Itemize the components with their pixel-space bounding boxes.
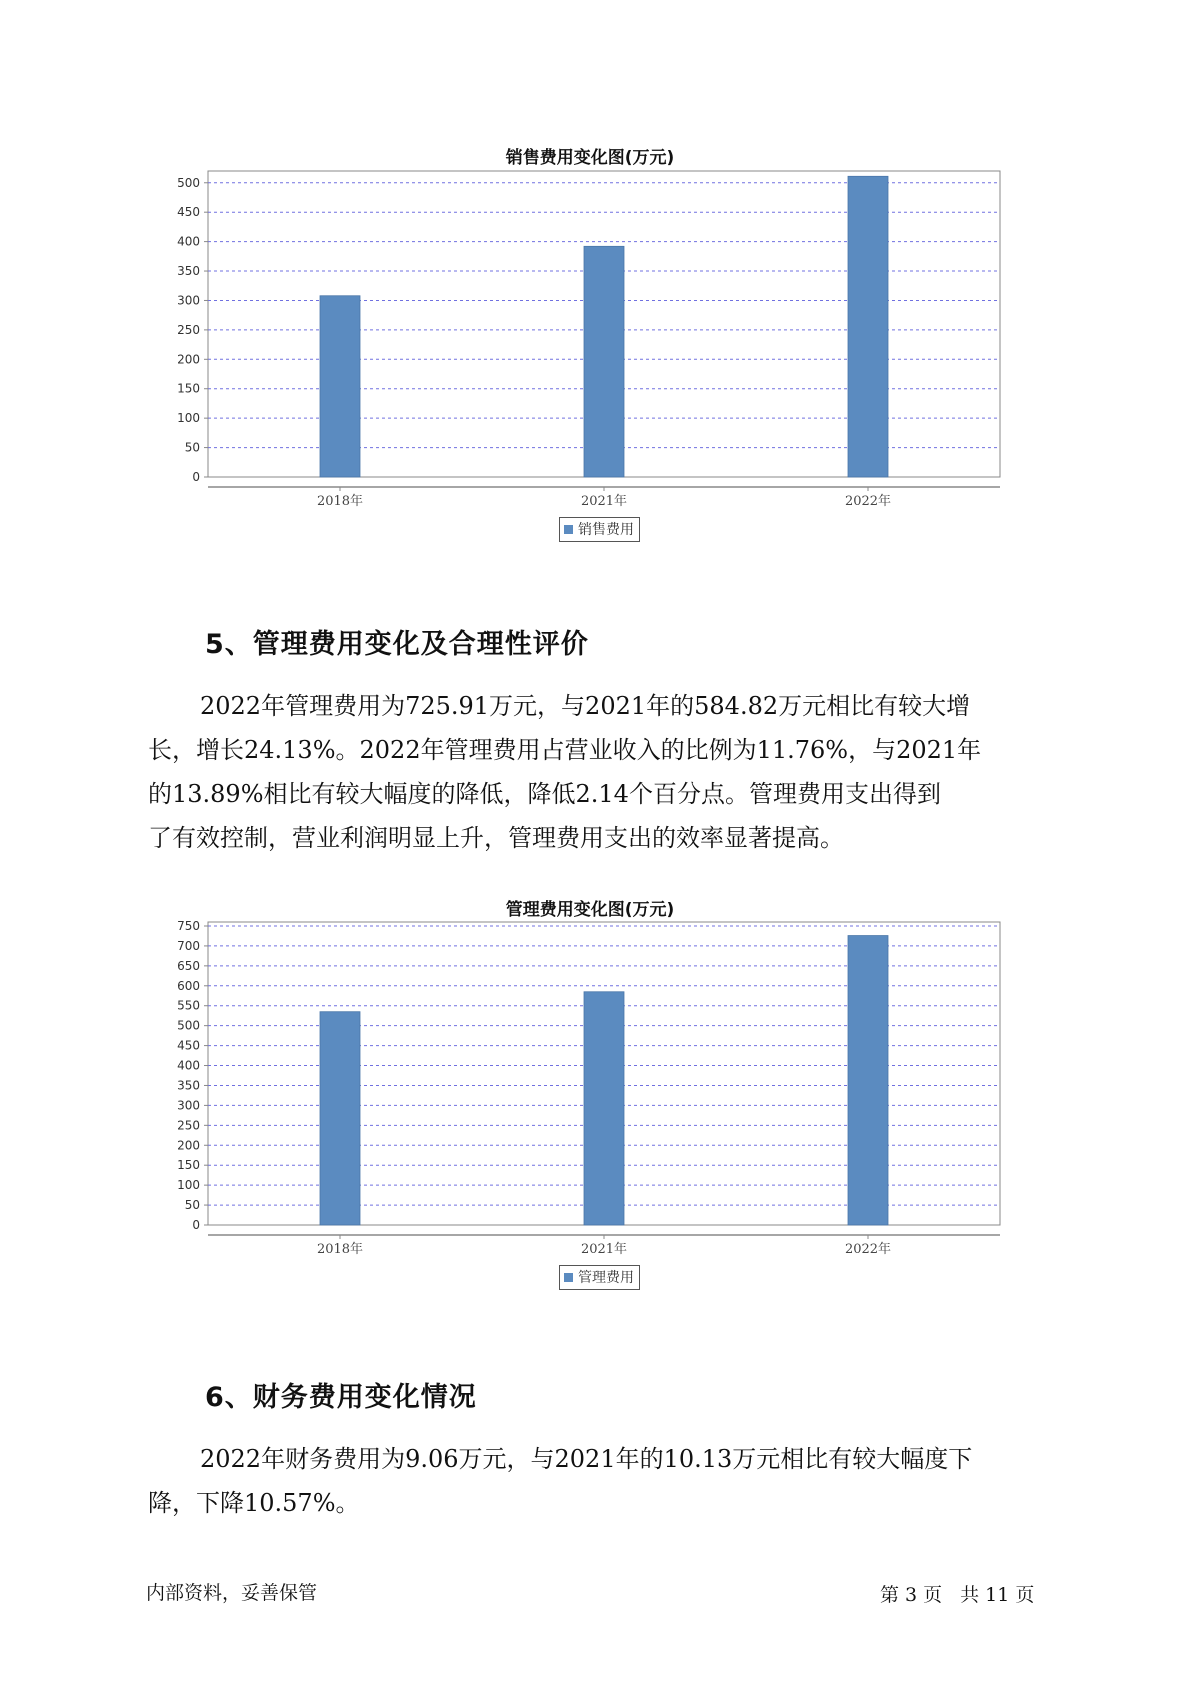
chart-legend	[559, 517, 640, 542]
y-tick-label: 700	[177, 938, 200, 953]
x-tick-label: 2018年	[316, 494, 364, 509]
y-tick-label: 150	[177, 381, 200, 396]
paragraph-line: 2022年财务费用为9.06万元，与2021年的10.13万元相比有较大幅度下	[200, 1445, 973, 1473]
section-paragraph	[148, 684, 1048, 860]
legend-swatch	[564, 525, 573, 534]
paragraph-line: 降，下降10.57%。	[148, 1489, 360, 1517]
legend-label: 管理费用	[578, 1270, 634, 1286]
y-tick-label: 200	[177, 352, 200, 367]
footer-page-number	[880, 1580, 1040, 1607]
y-tick-label: 600	[177, 978, 200, 993]
bar	[848, 176, 888, 477]
section-heading: 6、财务费用变化情况	[205, 1382, 477, 1413]
page-number: 3	[905, 1584, 918, 1606]
y-tick-label: 50	[184, 1198, 200, 1213]
y-tick-label: 250	[177, 1118, 200, 1133]
y-tick-label: 300	[177, 293, 200, 308]
y-tick-label: 100	[177, 411, 200, 426]
y-tick-label: 450	[177, 1038, 200, 1053]
bar	[320, 296, 360, 477]
sales-expense-chart-svg	[150, 165, 1030, 545]
x-tick-label: 2022年	[844, 494, 892, 509]
y-tick-label: 150	[177, 1158, 200, 1173]
y-tick-label: 400	[177, 1058, 200, 1073]
y-tick-label: 350	[177, 264, 200, 279]
y-tick-label: 100	[177, 1178, 200, 1193]
y-tick-label: 650	[177, 958, 200, 973]
x-tick-label: 2022年	[844, 1242, 892, 1257]
chart-title: 管理费用变化图(万元)	[505, 900, 675, 920]
section-heading: 5、管理费用变化及合理性评价	[205, 629, 589, 660]
y-tick-label: 450	[177, 205, 200, 220]
paragraph-line: 了有效控制，营业利润明显上升，管理费用支出的效率显著提高。	[148, 824, 844, 852]
y-tick-label: 750	[177, 918, 200, 933]
paragraph-line: 长，增长24.13%。2022年管理费用占营业收入的比例为11.76%，与2021年	[148, 736, 982, 764]
management-expense-chart-svg	[150, 916, 1030, 1296]
legend-swatch	[564, 1273, 573, 1282]
total-label-prefix: 共	[960, 1584, 980, 1606]
y-tick-label: 0	[192, 1218, 200, 1232]
x-tick-label: 2021年	[580, 1242, 628, 1257]
x-tick-label: 2018年	[316, 1242, 364, 1257]
x-tick-label: 2021年	[580, 494, 628, 509]
legend-label: 销售费用	[578, 522, 634, 538]
bar	[848, 936, 888, 1225]
y-tick-label: 300	[177, 1098, 200, 1113]
bar	[584, 992, 624, 1225]
y-tick-label: 400	[177, 234, 200, 249]
total-label-suffix: 页	[1015, 1584, 1035, 1606]
chart-title: 销售费用变化图(万元)	[505, 148, 675, 168]
management-expense-chart	[150, 890, 1030, 1310]
y-tick-label: 500	[177, 175, 200, 190]
y-tick-label: 350	[177, 1078, 200, 1093]
page-label-prefix: 第	[880, 1584, 900, 1606]
sales-expense-chart	[150, 135, 1030, 555]
page-label-suffix: 页	[923, 1584, 943, 1606]
y-tick-label: 200	[177, 1138, 200, 1153]
y-tick-label: 250	[177, 322, 200, 337]
y-tick-label: 50	[184, 440, 200, 455]
chart-legend	[559, 1265, 640, 1290]
footer-confidential-note: 内部资料，妥善保管	[146, 1582, 318, 1604]
y-tick-label: 500	[177, 1018, 200, 1033]
paragraph-line: 2022年管理费用为725.91万元，与2021年的584.82万元相比有较大增	[200, 692, 971, 720]
y-tick-label: 0	[192, 470, 200, 484]
paragraph-line: 的13.89%相比有较大幅度的降低，降低2.14个百分点。管理费用支出得到	[148, 780, 941, 808]
total-pages: 11	[985, 1584, 1010, 1606]
bar	[584, 246, 624, 477]
bar	[320, 1012, 360, 1225]
section-paragraph	[148, 1437, 1048, 1525]
y-tick-label: 550	[177, 998, 200, 1013]
